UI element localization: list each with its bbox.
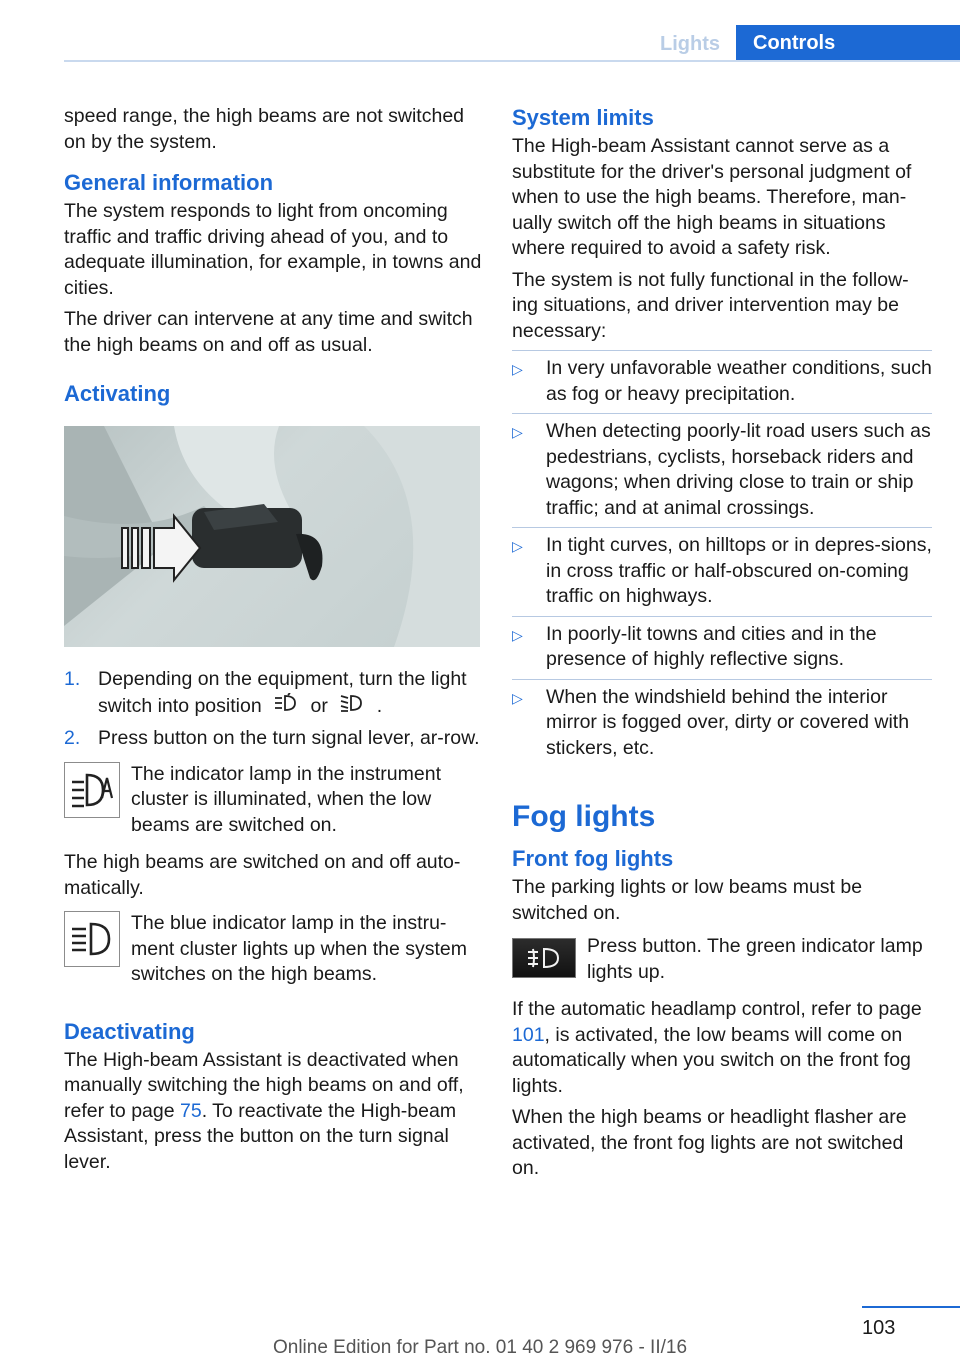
fog-lights-heading: Fog lights bbox=[512, 800, 656, 833]
header-divider bbox=[64, 60, 960, 62]
high-beam-icon bbox=[64, 911, 120, 967]
deactivating-paragraph bbox=[64, 1048, 484, 1176]
activating-heading: Activating bbox=[64, 381, 171, 406]
system-limits-paragraph-2: The system is not fully functional in the follow-ing situations, and driver intervention may be necessary: bbox=[512, 268, 909, 342]
tab-lights[interactable]: Lights bbox=[660, 33, 720, 55]
tab-controls[interactable]: Controls bbox=[736, 25, 960, 61]
front-fog-lights-heading: Front fog lights bbox=[512, 846, 674, 871]
right-column bbox=[512, 104, 932, 1188]
step-2-number: 2. bbox=[64, 727, 81, 749]
step-2 bbox=[64, 726, 484, 752]
auto-headlight-icon bbox=[273, 693, 299, 721]
list-item-text: When detecting poorly-lit road users such as pedestrians, cyclists, horseback riders and wagons; when driving close to train or ship traffic; and at animal crossings. bbox=[546, 420, 931, 519]
general-info-heading: General information bbox=[64, 170, 274, 195]
step-1-text-c: . bbox=[376, 694, 383, 717]
triangle-bullet-icon: ▷ bbox=[512, 424, 523, 440]
footer-divider bbox=[862, 1306, 960, 1308]
triangle-bullet-icon: ▷ bbox=[512, 361, 523, 377]
triangle-bullet-icon: ▷ bbox=[512, 538, 523, 554]
page-number: 103 bbox=[862, 1317, 896, 1339]
auto-switch-text: The high beams are switched on and off auto-matically. bbox=[64, 851, 461, 899]
front-fog-light-button-icon bbox=[512, 938, 576, 978]
system-limits-paragraph-1: The High-beam Assistant cannot serve as a substitute for the driver's personal judgment of when to use the high beams. Therefore, man-ually switch off the high beams in situations where required to avoid a safety risk. bbox=[512, 135, 912, 259]
triangle-bullet-icon: ▷ bbox=[512, 689, 523, 706]
page-75-link[interactable]: 75 bbox=[180, 1099, 202, 1122]
edition-footer: Online Edition for Part no. 01 40 2 969 976 - II/16 bbox=[272, 1337, 688, 1358]
system-limits-heading: System limits bbox=[512, 105, 654, 130]
front-fog-paragraph: The parking lights or low beams must be switched on. bbox=[512, 876, 863, 924]
step-1-text-a: Depending on the equipment, turn the light switch into position bbox=[98, 668, 467, 717]
turn-signal-lever-image bbox=[64, 426, 480, 647]
list-item bbox=[512, 527, 932, 616]
auto-headlamp-paragraph bbox=[512, 997, 932, 1099]
list-item-text: When the windshield behind the interior mirror is fogged over, dirty or covered with stickers, etc. bbox=[546, 685, 910, 759]
auto-headlamp-text-a: If the automatic headlamp control, refer to page bbox=[512, 998, 922, 1020]
step-1-text-b: or bbox=[310, 694, 328, 717]
deactivating-heading: Deactivating bbox=[64, 1018, 195, 1044]
high-beam-note bbox=[64, 911, 484, 988]
activation-steps bbox=[64, 667, 484, 752]
low-beam-icon bbox=[339, 693, 365, 721]
list-item bbox=[512, 413, 932, 527]
headlight-flasher-paragraph: When the high beams or headlight flasher are activated, the front fog lights are not switched on. bbox=[512, 1106, 907, 1179]
deactivating-text-a: The High-beam Assistant is deactivated when manually switching the high beams on and off, refer to page bbox=[64, 1048, 464, 1122]
left-column bbox=[64, 104, 484, 1181]
low-beam-note-text: The indicator lamp in the instrument cluster is illuminated, when the low beams are switched on. bbox=[131, 762, 441, 836]
list-item-text: In very unfavorable weather conditions, such as fog or heavy precipitation. bbox=[546, 357, 932, 405]
fog-button-note-text: Press button. The green indicator lamp lights up. bbox=[587, 935, 923, 983]
general-info-paragraph-1: The system responds to light from oncoming traffic and traffic driving ahead of you, and to adequate illumination, for example, in towns and cities. bbox=[64, 200, 482, 299]
low-beam-note bbox=[64, 762, 484, 839]
list-item bbox=[512, 350, 932, 413]
list-item-text: In poorly-lit towns and cities and in the presence of highly reflective signs. bbox=[546, 622, 877, 670]
system-limits-list bbox=[512, 350, 932, 767]
list-item bbox=[512, 616, 932, 679]
deactivating-text-b: . To reactivate the High-beam Assistant, press the button on the turn signal lever. bbox=[64, 1099, 457, 1173]
turn-signal-lever-illustration bbox=[64, 426, 480, 647]
step-2-text: Press button on the turn signal lever, ar-row. bbox=[98, 727, 480, 749]
step-1 bbox=[64, 667, 484, 720]
triangle-bullet-icon: ▷ bbox=[512, 626, 523, 643]
high-beam-assistant-icon bbox=[64, 762, 120, 818]
fog-button-note bbox=[512, 934, 932, 985]
intro-text: speed range, the high beams are not switched on by the system. bbox=[64, 105, 465, 153]
step-1-number: 1. bbox=[64, 668, 81, 690]
page-101-link[interactable]: 101 bbox=[512, 1023, 545, 1046]
list-item bbox=[512, 679, 932, 768]
high-beam-note-text: The blue indicator lamp in the instru-ment cluster lights up when the system switches on the high beams. bbox=[131, 912, 467, 985]
auto-headlamp-text-b: , is activated, the low beams will come on automatically when you switch on the front fog lights. bbox=[512, 1023, 911, 1097]
general-info-paragraph-2: The driver can intervene at any time and switch the high beams on and off as usual. bbox=[64, 308, 473, 356]
list-item-text: In tight curves, on hilltops or in depres-sions, in cross traffic or half-obscured on-coming traffic on highways. bbox=[546, 534, 932, 607]
